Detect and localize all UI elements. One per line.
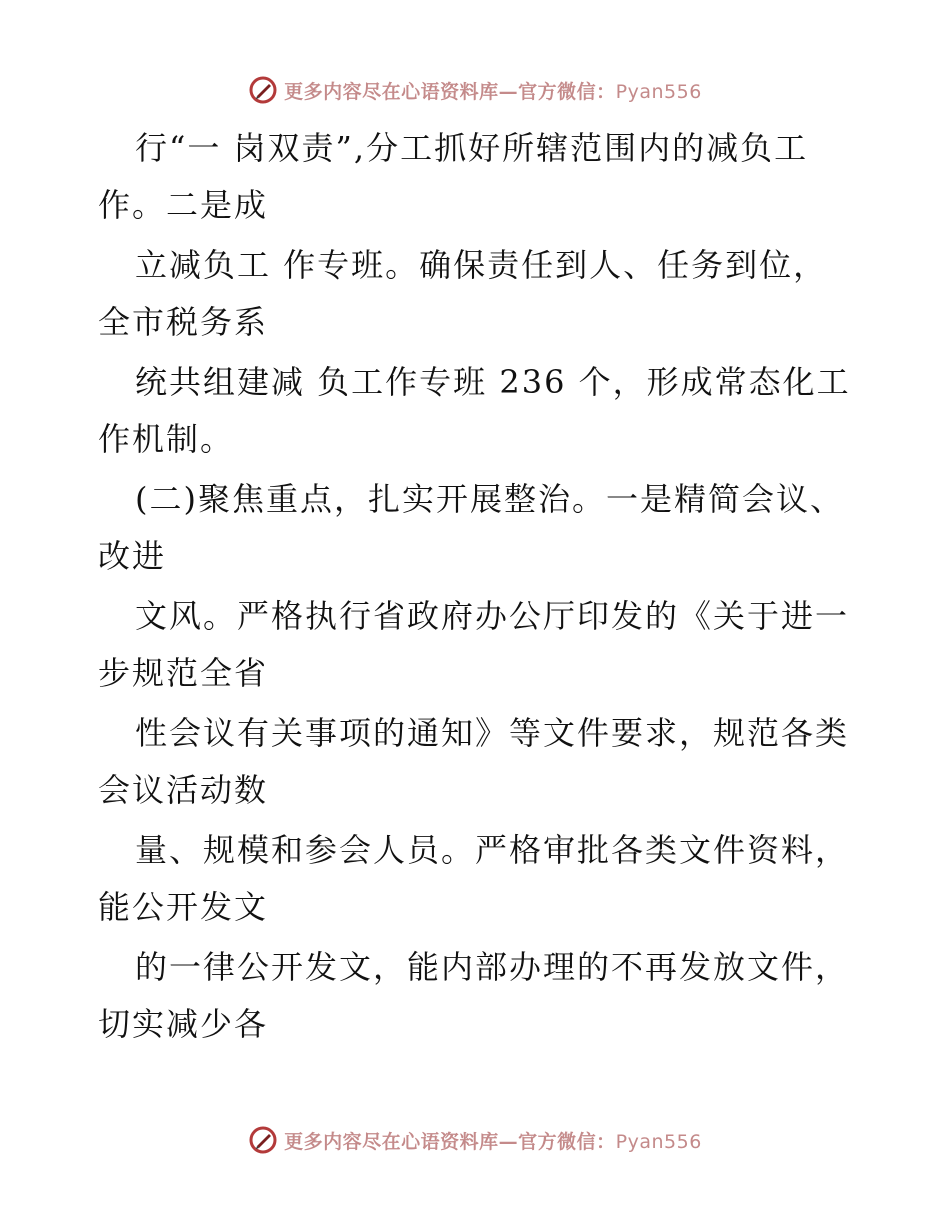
footer-banner-text: 更多内容尽在心语资料库—官方微信：Pyan556 — [284, 1130, 702, 1153]
body-line: 立减负工 作专班。确保责任到人、任务到位， — [135, 246, 828, 284]
body-line: 行“一 岗双责”,分工抓好所辖范围内的减负工 — [135, 129, 809, 167]
body-line: 的一律公开发文，能内部办理的不再发放文件， — [135, 948, 850, 986]
body-line: 作。二是成 — [98, 186, 269, 224]
footer-banner — [0, 1120, 950, 1160]
body-line: (二)聚焦重点，扎实开展整治。一是精简会议、 — [135, 480, 844, 518]
header-banner-text: 更多内容尽在心语资料库—官方微信：Pyan556 — [284, 80, 702, 103]
body-line: 量、规模和参会人员。严格审批各类文件资料， — [135, 831, 850, 869]
body-line: 能公开发文 — [98, 888, 269, 926]
body-line: 性会议有关事项的通知》等文件要求，规范各类 — [135, 714, 850, 752]
body-line: 会议活动数 — [98, 771, 269, 809]
body-line: 文风。严格执行省政府办公厅印发的《关于进一 — [135, 597, 850, 635]
body-line: 步规范全省 — [98, 654, 269, 692]
body-line: 统共组建减 负工作专班 236 个，形成常态化工 — [135, 363, 851, 401]
pen-logo-icon — [248, 1125, 278, 1155]
body-line: 改进 — [98, 537, 167, 575]
body-line: 切实减少各 — [98, 1005, 269, 1043]
body-line: 全市税务系 — [98, 303, 269, 341]
body-line: 作机制。 — [98, 420, 235, 458]
